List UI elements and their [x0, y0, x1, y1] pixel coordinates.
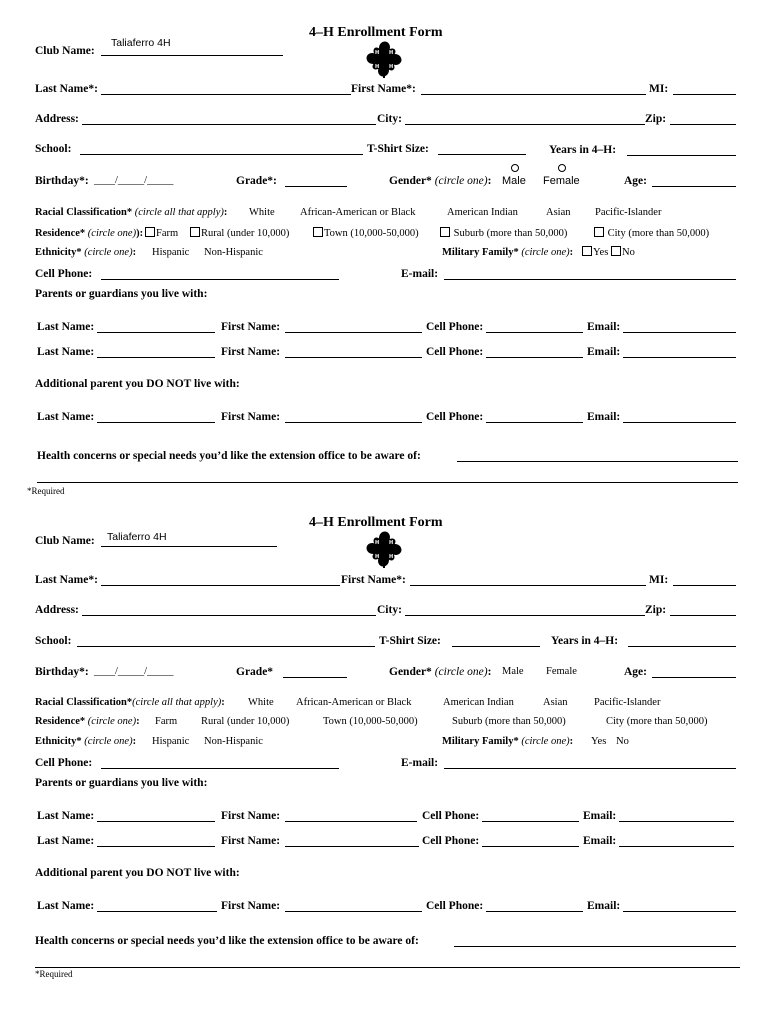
p3-email-label: Email:: [587, 900, 621, 912]
cell-label: Cell Phone:: [35, 268, 93, 280]
p2-email-input[interactable]: [623, 357, 736, 358]
email-input[interactable]: [444, 279, 736, 280]
p2-last-label: Last Name:: [37, 835, 95, 847]
p3-cell-label: Cell Phone:: [426, 411, 484, 423]
grade-label: Grade*:: [236, 175, 277, 187]
club-name-label: Club Name:: [35, 535, 95, 547]
military-label: Military Family* (circle one):: [442, 736, 574, 747]
res-farm[interactable]: Farm: [155, 716, 178, 727]
p2-email-label: Email:: [583, 835, 617, 847]
race-indian[interactable]: American Indian: [443, 697, 514, 708]
res-rural[interactable]: Rural (under 10,000): [201, 716, 290, 727]
tshirt-label: T-Shirt Size:: [379, 635, 441, 647]
p2-first-label: First Name:: [221, 835, 281, 847]
p1-last-input[interactable]: [97, 821, 215, 822]
form-title: 4–H Enrollment Form: [309, 25, 443, 40]
military-no[interactable]: No: [616, 736, 629, 747]
form-title: 4–H Enrollment Form: [309, 515, 443, 530]
checkbox-icon[interactable]: [440, 227, 450, 237]
tshirt-label: T-Shirt Size:: [367, 143, 429, 155]
p1-first-label: First Name:: [221, 810, 281, 822]
health-label: Health concerns or special needs you’d like the extension office to be aware of:: [37, 450, 421, 462]
p2-email-input[interactable]: [619, 846, 734, 847]
p3-first-input[interactable]: [285, 911, 422, 912]
svg-text:H: H: [389, 554, 394, 560]
school-input[interactable]: [77, 646, 375, 647]
p2-last-input[interactable]: [97, 357, 215, 358]
first-name-label: First Name*:: [341, 574, 406, 586]
mi-input[interactable]: [673, 94, 736, 95]
city-input[interactable]: [405, 124, 645, 125]
club-name-input[interactable]: Taliaferro 4H: [107, 531, 167, 543]
parents-label: Parents or guardians you live with:: [35, 288, 208, 300]
p2-first-input[interactable]: [285, 357, 422, 358]
p3-last-label: Last Name:: [37, 411, 95, 423]
health-input-line2[interactable]: [35, 967, 740, 968]
p2-last-input[interactable]: [97, 846, 215, 847]
health-input-line2[interactable]: [37, 482, 738, 483]
required-note: *Required: [27, 486, 65, 496]
years-input[interactable]: [627, 155, 736, 156]
required-note: *Required: [35, 969, 73, 979]
female-option[interactable]: Female: [546, 666, 577, 677]
mi-input[interactable]: [673, 585, 736, 586]
health-label: Health concerns or special needs you’d like the extension office to be aware of:: [35, 935, 419, 947]
eth-hispanic[interactable]: Hispanic: [152, 247, 190, 258]
age-input[interactable]: [652, 186, 736, 187]
res-town-option[interactable]: Town (10,000-50,000): [313, 227, 419, 241]
checkbox-icon[interactable]: [594, 227, 604, 237]
p3-cell-label: Cell Phone:: [426, 900, 484, 912]
zip-input[interactable]: [670, 124, 736, 125]
p1-first-input[interactable]: [285, 332, 422, 333]
svg-text:H: H: [389, 64, 394, 70]
p1-email-label: Email:: [587, 321, 621, 333]
tshirt-input[interactable]: [438, 154, 526, 155]
p3-first-label: First Name:: [221, 411, 281, 423]
age-label: Age:: [624, 175, 647, 187]
email-label: E-mail:: [401, 268, 439, 280]
checkbox-icon[interactable]: [145, 227, 155, 237]
female-label: Female: [543, 175, 580, 187]
health-input[interactable]: [454, 946, 736, 947]
p2-cell-label: Cell Phone:: [422, 835, 480, 847]
p2-first-input[interactable]: [285, 846, 419, 847]
svg-text:H: H: [375, 50, 380, 56]
male-radio[interactable]: [511, 164, 519, 172]
race-black[interactable]: African-American or Black: [300, 207, 416, 218]
additional-label: Additional parent you DO NOT live with:: [35, 378, 240, 390]
res-rural-option[interactable]: Rural (under 10,000): [190, 227, 289, 241]
clover-logo: [366, 41, 402, 79]
res-suburb-option[interactable]: Suburb (more than 50,000): [440, 227, 567, 241]
health-input[interactable]: [457, 461, 738, 462]
p3-last-label: Last Name:: [37, 900, 95, 912]
p2-email-label: Email:: [587, 346, 621, 358]
birthday-input[interactable]: ____/_____/_____: [94, 175, 174, 186]
ethnicity-label: Ethnicity* (circle one):: [35, 736, 137, 747]
grade-input[interactable]: [283, 677, 347, 678]
clover-logo: [366, 531, 402, 569]
additional-label: Additional parent you DO NOT live with:: [35, 867, 240, 879]
zip-input[interactable]: [670, 615, 736, 616]
p1-first-label: First Name:: [221, 321, 281, 333]
school-input[interactable]: [80, 154, 363, 155]
p1-cell-input[interactable]: [486, 332, 583, 333]
p1-last-input[interactable]: [97, 332, 215, 333]
p1-email-input[interactable]: [619, 821, 734, 822]
tshirt-input[interactable]: [452, 646, 540, 647]
birthday-label: Birthday*:: [35, 666, 89, 678]
race-white[interactable]: White: [249, 207, 275, 218]
race-asian[interactable]: Asian: [546, 207, 571, 218]
city-label: City:: [377, 113, 402, 125]
city-input[interactable]: [405, 615, 645, 616]
residence-label: Residence* (circle one)):: [35, 228, 144, 239]
city-label: City:: [377, 604, 402, 616]
p3-first-label: First Name:: [221, 900, 281, 912]
last-name-label: Last Name*:: [35, 83, 98, 95]
cell-input[interactable]: [101, 279, 339, 280]
res-suburb[interactable]: Suburb (more than 50,000): [452, 716, 566, 727]
p3-email-label: Email:: [587, 411, 621, 423]
male-option[interactable]: Male: [502, 666, 524, 677]
residence-label: Residence* (circle one):: [35, 716, 140, 727]
racial-label: Racial Classification* (circle all that apply):: [35, 207, 228, 218]
age-input[interactable]: [652, 677, 736, 678]
checkbox-icon[interactable]: [313, 227, 323, 237]
p3-email-input[interactable]: [623, 422, 736, 423]
eth-non-hispanic[interactable]: Non-Hispanic: [204, 247, 263, 258]
svg-text:H: H: [389, 50, 394, 56]
race-pacific[interactable]: Pacific-Islander: [595, 207, 662, 218]
cell-label: Cell Phone:: [35, 757, 93, 769]
ethnicity-label: Ethnicity* (circle one):: [35, 247, 137, 258]
p1-last-label: Last Name:: [37, 810, 95, 822]
last-name-input[interactable]: [101, 585, 340, 586]
military-yes[interactable]: Yes: [591, 736, 607, 747]
p1-cell-label: Cell Phone:: [426, 321, 484, 333]
res-city[interactable]: City (more than 50,000): [606, 716, 708, 727]
last-name-label: Last Name*:: [35, 574, 98, 586]
military-label: Military Family* (circle one):: [442, 247, 574, 258]
p1-cell-input[interactable]: [482, 821, 579, 822]
p2-cell-input[interactable]: [482, 846, 579, 847]
address-input[interactable]: [82, 124, 376, 125]
p3-first-input[interactable]: [285, 422, 422, 423]
mi-label: MI:: [649, 574, 669, 586]
p1-last-label: Last Name:: [37, 321, 95, 333]
grade-label: Grade*: [236, 666, 274, 678]
zip-label: Zip:: [645, 604, 667, 616]
svg-text:H: H: [375, 540, 380, 546]
p2-cell-label: Cell Phone:: [426, 346, 484, 358]
years-label: Years in 4–H:: [549, 144, 617, 156]
years-input[interactable]: [628, 646, 736, 647]
p2-cell-input[interactable]: [486, 357, 583, 358]
svg-text:H: H: [389, 540, 394, 546]
p1-first-input[interactable]: [285, 821, 417, 822]
p3-email-input[interactable]: [623, 911, 736, 912]
birthday-label: Birthday*:: [35, 175, 89, 187]
race-asian[interactable]: Asian: [543, 697, 568, 708]
p1-email-label: Email:: [583, 810, 617, 822]
male-label: Male: [502, 175, 526, 187]
res-town[interactable]: Town (10,000-50,000): [323, 716, 418, 727]
p3-cell-input[interactable]: [486, 911, 583, 912]
address-label: Address:: [35, 113, 79, 125]
gender-label: Gender* (circle one):: [389, 175, 492, 187]
age-label: Age:: [624, 666, 647, 678]
eth-non-hispanic[interactable]: Non-Hispanic: [204, 736, 263, 747]
checkbox-icon[interactable]: [190, 227, 200, 237]
first-name-input[interactable]: [421, 94, 646, 95]
birthday-input[interactable]: ____/_____/_____: [94, 666, 174, 677]
club-name-label: Club Name:: [35, 45, 95, 57]
school-label: School:: [35, 143, 72, 155]
address-label: Address:: [35, 604, 79, 616]
military-yes-option[interactable]: Yes: [582, 246, 608, 260]
race-white[interactable]: White: [248, 697, 274, 708]
racial-label: Racial Classification*(circle all that apply):: [35, 697, 225, 708]
svg-text:H: H: [375, 64, 380, 70]
svg-text:H: H: [375, 554, 380, 560]
race-indian[interactable]: American Indian: [447, 207, 518, 218]
p1-cell-label: Cell Phone:: [422, 810, 480, 822]
years-label: Years in 4–H:: [551, 635, 619, 647]
email-input[interactable]: [444, 768, 736, 769]
p2-first-label: First Name:: [221, 346, 281, 358]
military-no-option[interactable]: No: [611, 246, 635, 260]
address-input[interactable]: [82, 615, 376, 616]
club-name-input[interactable]: Taliaferro 4H: [111, 37, 171, 49]
p3-cell-input[interactable]: [486, 422, 583, 423]
school-label: School:: [35, 635, 72, 647]
first-name-label: First Name*:: [351, 83, 416, 95]
cell-input[interactable]: [101, 768, 339, 769]
club-name-line: [101, 55, 283, 56]
res-city-option[interactable]: City (more than 50,000): [594, 227, 709, 241]
p3-last-input[interactable]: [97, 422, 215, 423]
p1-email-input[interactable]: [623, 332, 736, 333]
race-pacific[interactable]: Pacific-Islander: [594, 697, 661, 708]
female-radio[interactable]: [558, 164, 566, 172]
eth-hispanic[interactable]: Hispanic: [152, 736, 190, 747]
res-farm-option[interactable]: Farm: [145, 227, 178, 241]
zip-label: Zip:: [645, 113, 667, 125]
mi-label: MI:: [649, 83, 669, 95]
gender-label: Gender* (circle one):: [389, 666, 492, 678]
p2-last-label: Last Name:: [37, 346, 95, 358]
checkbox-icon[interactable]: [582, 246, 592, 256]
grade-input[interactable]: [285, 186, 347, 187]
p3-last-input[interactable]: [97, 911, 217, 912]
club-name-line: [101, 546, 277, 547]
first-name-input[interactable]: [410, 585, 646, 586]
last-name-input[interactable]: [101, 94, 351, 95]
parents-label: Parents or guardians you live with:: [35, 777, 208, 789]
email-label: E-mail:: [401, 757, 439, 769]
checkbox-icon[interactable]: [611, 246, 621, 256]
race-black[interactable]: African-American or Black: [296, 697, 412, 708]
